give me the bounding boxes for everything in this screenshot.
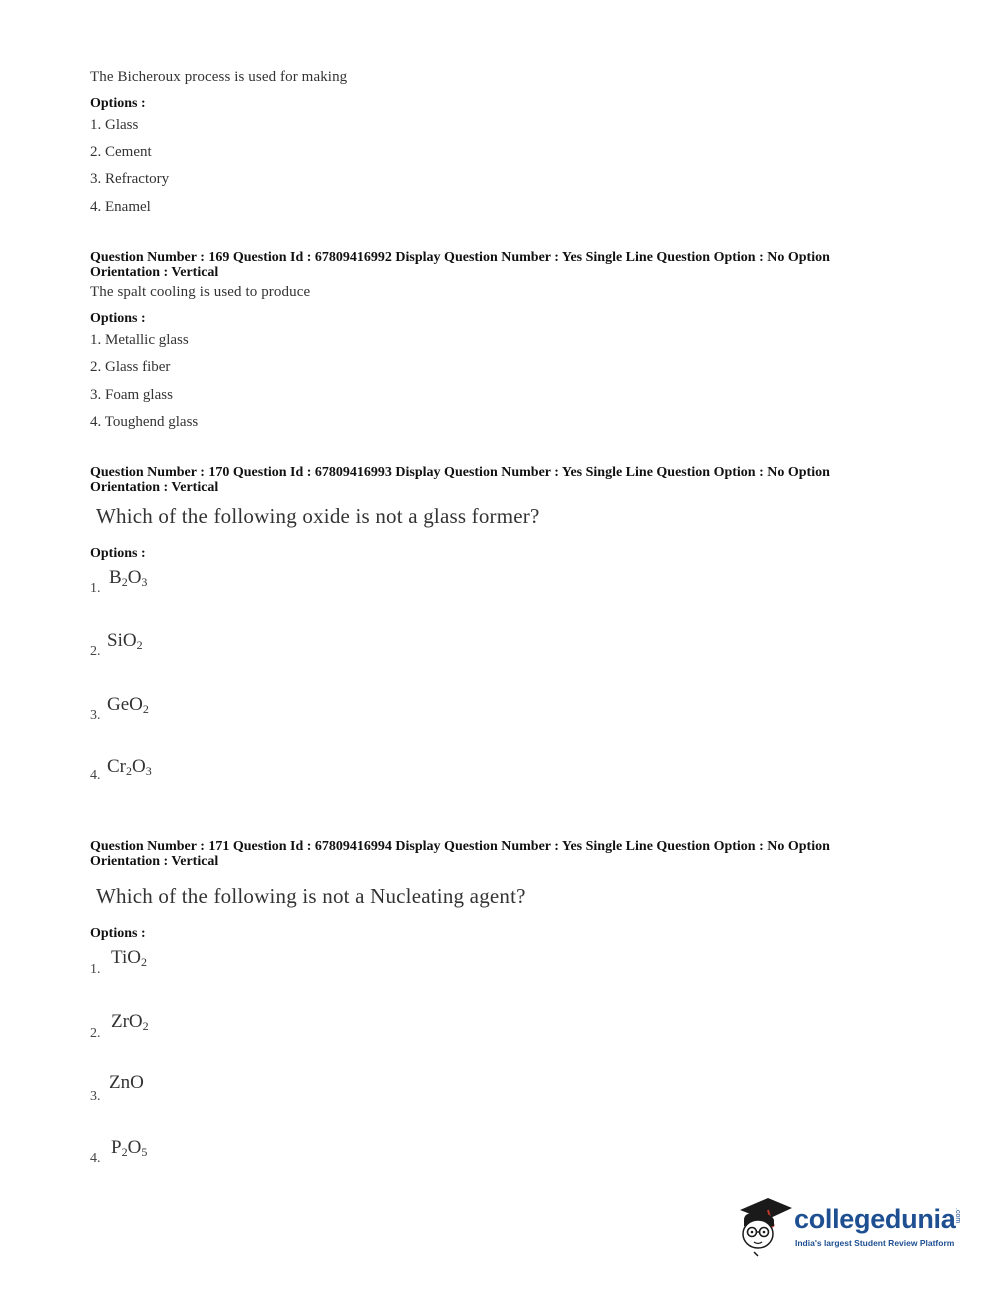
option-number: 3. — [90, 708, 101, 723]
option-formula: GeO$_2$ — [107, 694, 149, 716]
student-mascot-icon — [736, 1190, 794, 1258]
option-number: 2. — [90, 1026, 101, 1041]
option-number: 1. — [90, 962, 101, 977]
options-label: Options : — [90, 546, 146, 561]
options-label: Options : — [90, 311, 146, 326]
option-2: 2. Cement — [90, 144, 152, 160]
logo-suffix: .com — [954, 1208, 961, 1224]
question-meta: Question Number : 171 Question Id : 67809416994 Display Question Number : Yes Single Line Question Option : No Option Orientation : Vertical — [90, 839, 830, 869]
option-1: 1. Metallic glass — [90, 332, 189, 348]
option-3: 3. Foam glass — [90, 387, 173, 403]
question-meta: Question Number : 170 Question Id : 67809416993 Display Question Number : Yes Single Line Question Option : No Option Orientation : Vertical — [90, 465, 830, 495]
option-formula: $P_2O_5$ — [111, 1137, 148, 1159]
question-meta: Question Number : 169 Question Id : 67809416992 Display Question Number : Yes Single Line Question Option : No Option Orientation : Vertical — [90, 250, 830, 280]
option-formula: $Cr_2O_3$ — [107, 756, 152, 778]
option-number: 2. — [90, 644, 101, 659]
options-label: Options : — [90, 926, 146, 941]
question-text: Which of the following is not a Nucleating agent? — [96, 884, 526, 908]
option-formula: $B_2O_3$ — [109, 567, 148, 589]
option-number: 1. — [90, 581, 101, 596]
option-formula: ZnO — [109, 1072, 144, 1093]
option-1: 1. Glass — [90, 117, 139, 133]
logo-tagline: India's largest Student Review Platform — [795, 1238, 955, 1248]
option-4: 4. Toughend glass — [90, 414, 199, 430]
question-text: The spalt cooling is used to produce — [90, 284, 311, 300]
option-number: 4. — [90, 1151, 101, 1166]
option-formula: SiO$_2$ — [107, 630, 143, 652]
options-label: Options : — [90, 96, 146, 111]
collegedunia-logo — [736, 1190, 966, 1260]
option-formula: TiO$_2$ — [111, 947, 147, 969]
logo-wordmark: collegedunia — [794, 1204, 956, 1234]
option-number: 3. — [90, 1089, 101, 1104]
option-number: 4. — [90, 768, 101, 783]
option-4: 4. Enamel — [90, 199, 151, 215]
option-2: 2. Glass fiber — [90, 359, 171, 375]
option-3: 3. Refractory — [90, 171, 170, 187]
option-formula: ZrO$_2$ — [111, 1011, 149, 1033]
question-text: Which of the following oxide is not a glass former? — [96, 504, 540, 528]
question-text: The Bicheroux process is used for making — [90, 69, 348, 85]
